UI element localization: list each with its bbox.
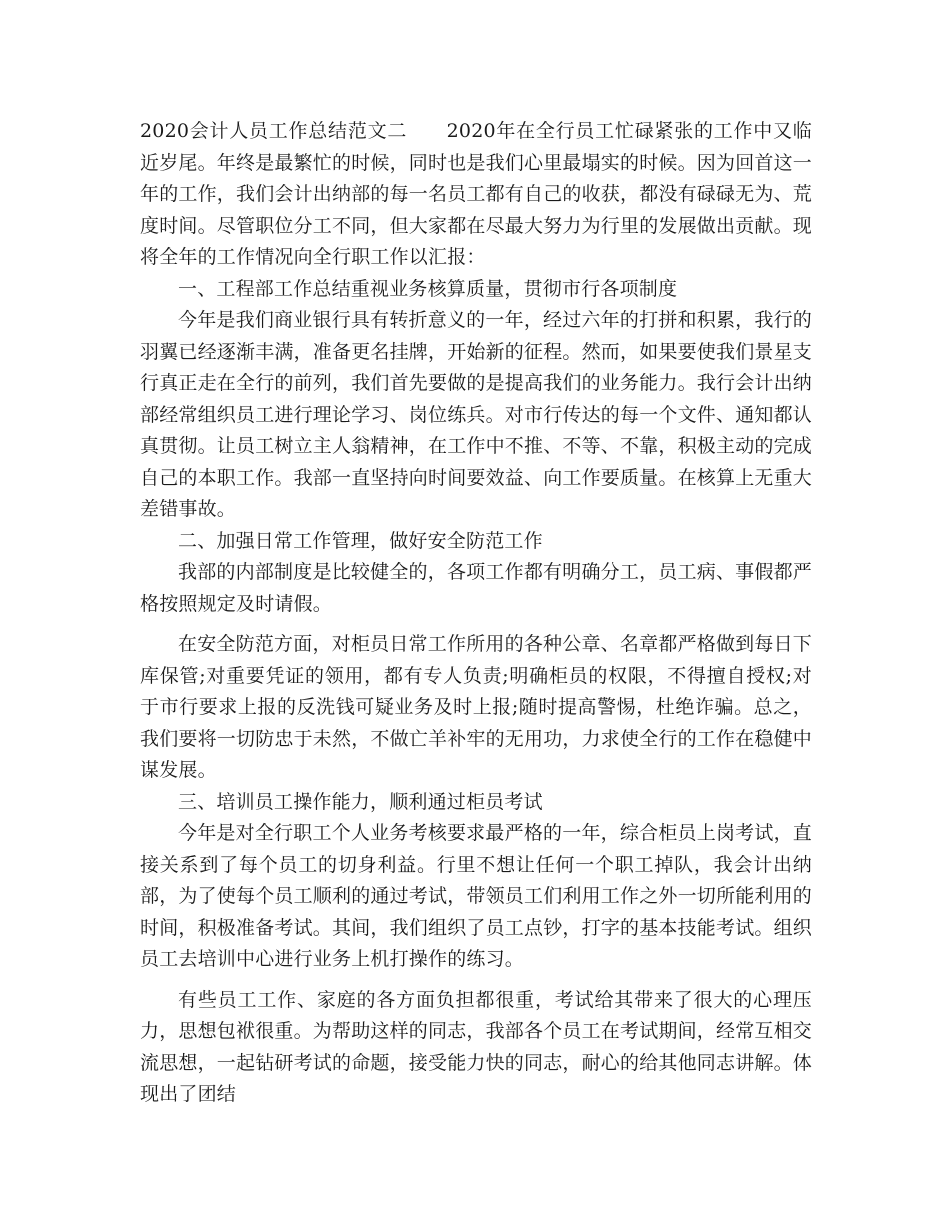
body-paragraph: 我部的内部制度是比较健全的，各项工作都有明确分工，员工病、事假都严格按照规定及时请假。 — [140, 561, 812, 615]
body-paragraph: 今年是对全行职工个人业务考核要求最严格的一年，综合柜员上岗考试，直接关系到了每个员工的切身利益。行里不想让任何一个职工掉队，我会计出纳部，为了使每个员工顺利的通过考试，带领员工们利用工作之外一切所能利用的时间，积极准备考试。其间，我们组织了员工点钞，打字的基本技能考试。组织员工去培训中心进行业务上机打操作的练习。 — [140, 822, 813, 970]
intro-paragraph: 2020会计人员工作总结范文二 2020年在全行员工忙碌紧张的工作中又临近岁尾。年终是最繁忙的时候，同时也是我们心里最塌实的时候。因为回首这一年的工作，我们会计出纳部的每一名员工都有自己的收获，都没有碌碌无为、荒度时间。尽管职位分工不同，但大家都在尽最大努力为行里的发展做出贡献。现将全年的工作情况向全行职工作以汇报： — [140, 120, 813, 268]
section-heading-2: 二、加强日常工作管理，做好安全防范工作 — [178, 529, 543, 552]
body-paragraph: 有些员工工作、家庭的各方面负担都很重，考试给其带来了很大的心理压力，思想包袱很重。为帮助这样的同志，我部各个员工在考试期间，经常互相交流思想，一起钻研考试的命题，接受能力快的同志，耐心的给其他同志讲解。体现出了团结 — [140, 988, 813, 1105]
body-paragraph: 今年是我们商业银行具有转折意义的一年，经过六年的打拼和积累，我行的羽翼已经逐渐丰满，准备更名挂牌，开始新的征程。然而，如果要使我们景星支行真正走在全行的前列，我们首先要做的是提高我们的业务能力。我行会计出纳部经常组织员工进行理论学习、岗位练兵。对市行传达的每一个文件、通知都认真贯彻。让员工树立主人翁精神，在工作中不推、不等、不靠，积极主动的完成自己的本职工作。我部一直坚持向时间要效益、向工作要质量。在核算上无重大差错事故。 — [140, 309, 813, 520]
section-heading-3: 三、培训员工操作能力，顺利通过柜员考试 — [178, 790, 543, 813]
section-heading-1: 一、工程部工作总结重视业务核算质量，贯彻市行各项制度 — [178, 277, 678, 300]
document-page — [140, 116, 812, 1111]
body-paragraph: 在安全防范方面，对柜员日常工作所用的各种公章、名章都严格做到每日下库保管;对重要凭证的领用，都有专人负责;明确柜员的权限，不得擅自授权;对于市行要求上报的反洗钱可疑业务及时上报;随时提高警惕，杜绝诈骗。总之，我们要将一切防忠于未然，不做亡羊补牢的无用功，力求使全行的工作在稳健中谋发展。 — [140, 633, 813, 781]
